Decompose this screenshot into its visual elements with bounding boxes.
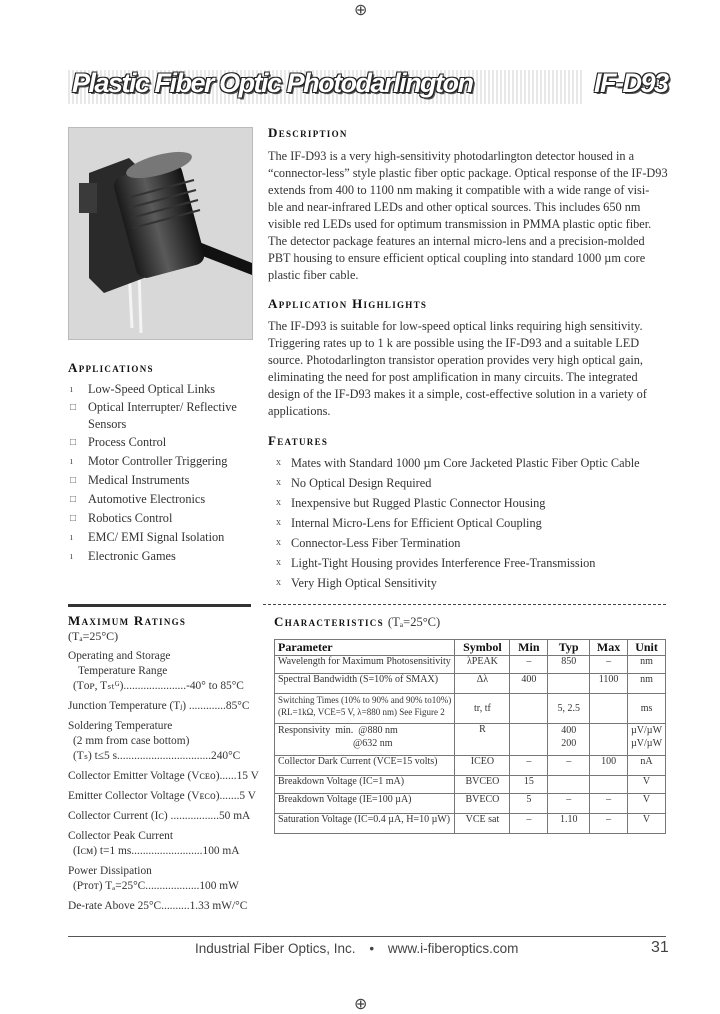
bullet-icon: □ bbox=[70, 475, 77, 486]
table-cell: Spectral Bandwidth (S=10% of SMAX) bbox=[275, 674, 455, 694]
table-cell: Saturation Voltage (IC=0.4 µA, H=10 µW) bbox=[275, 814, 455, 834]
rating-line: (2 mm from case bottom) bbox=[73, 735, 190, 747]
table-cell: – bbox=[510, 814, 548, 834]
table-row bbox=[275, 656, 666, 674]
description-line: visible red LEDs used for optimum transmission in PMMA plastic optic fiber. bbox=[268, 217, 652, 231]
table-cell: nA bbox=[628, 756, 666, 776]
product-code: IF-D93 bbox=[594, 68, 668, 98]
characteristics-table bbox=[274, 639, 666, 834]
features-list bbox=[268, 453, 678, 593]
bullet-icon: □ bbox=[70, 402, 77, 413]
list-item: ı Electronic Games bbox=[68, 547, 258, 566]
table-cell: 850 bbox=[548, 656, 590, 674]
list-item: x Very High Optical Sensitivity bbox=[268, 573, 678, 593]
table-cell: – bbox=[548, 756, 590, 776]
table-cell: λPEAK bbox=[455, 656, 510, 674]
table-cell bbox=[590, 724, 628, 756]
table-cell bbox=[590, 776, 628, 794]
table-cell: BVECO bbox=[455, 794, 510, 814]
column-header: Min bbox=[510, 640, 548, 656]
footer-url[interactable]: www.i-fiberoptics.com bbox=[387, 941, 519, 956]
description-text bbox=[268, 148, 668, 284]
rating-line: Collector Peak Current bbox=[68, 830, 174, 842]
bullet-icon: ı bbox=[70, 532, 73, 543]
rating-line: (Iᴄᴍ) t=1 ms.........................100 mA bbox=[73, 845, 240, 857]
rating-line: (Tₛ) t≤5 s.................................240°C bbox=[73, 750, 241, 762]
bullet-icon: □ bbox=[70, 513, 77, 524]
table-row bbox=[275, 674, 666, 694]
list-item: ı EMC/ EMI Signal Isolation bbox=[68, 528, 258, 547]
rating-line: Collector Emitter Voltage (Vᴄᴇᴏ)......15 V bbox=[68, 770, 259, 782]
table-cell: Δλ bbox=[455, 674, 510, 694]
list-item: □ Automotive Electronics bbox=[68, 490, 258, 509]
rating-line: Collector Current (Iᴄ) .................50 mA bbox=[68, 810, 251, 822]
rating-line: Soldering Temperature bbox=[68, 720, 173, 732]
description-line: PBT housing to ensure efficient optical coupling into standard 1000 µm core bbox=[268, 251, 646, 265]
list-item: ı Low-Speed Optical Links bbox=[68, 380, 258, 399]
list-item: ı Motor Controller Triggering bbox=[68, 452, 258, 471]
table-cell: R bbox=[455, 724, 510, 756]
registration-mark-top: ⊕ bbox=[354, 2, 368, 19]
rating-line: De-rate Above 25°C..........1.33 mW/°C bbox=[68, 900, 248, 912]
rating-line: (Tᴏᴘ, Tₛₜᴳ)......................-40° to 85°C bbox=[73, 680, 244, 692]
table-cell: nm bbox=[628, 674, 666, 694]
list-item: □ Optical Interrupter/ Reflective Sensors bbox=[70, 400, 237, 431]
table-cell bbox=[510, 694, 548, 724]
table-cell bbox=[548, 776, 590, 794]
list-item: □ Process Control bbox=[68, 433, 258, 452]
x-mark-icon: x bbox=[276, 457, 281, 468]
column-header: Symbol bbox=[455, 640, 510, 656]
list-item: x Mates with Standard 1000 µm Core Jacketed Plastic Fiber Optic Cable bbox=[268, 453, 678, 473]
table-row bbox=[275, 794, 666, 814]
x-mark-icon: x bbox=[276, 577, 281, 588]
description-line: extends from 400 to 1100 nm making it compatible with a wide range of visi- bbox=[268, 183, 650, 197]
table-cell: V bbox=[628, 794, 666, 814]
table-cell: 400 200 bbox=[548, 724, 590, 756]
rating-line: Emitter Collector Voltage (Vᴇᴄᴏ).......5 V bbox=[68, 790, 256, 802]
ratings-list bbox=[68, 649, 260, 914]
rating-line: (Pᴛᴏᴛ) Tₐ=25°C...................100 mW bbox=[73, 880, 239, 892]
x-mark-icon: x bbox=[276, 477, 281, 488]
rating-line: Power Dissipation bbox=[68, 865, 152, 877]
bullet-icon: □ bbox=[70, 437, 77, 448]
table-cell: – bbox=[590, 656, 628, 674]
description-line: ble and near-infrared LEDs and other optical sources. This includes 650 nm bbox=[268, 200, 641, 214]
application-highlights-text bbox=[268, 318, 668, 420]
table-cell: µV/µW µV/µW bbox=[628, 724, 666, 756]
maximum-ratings-section bbox=[68, 613, 260, 914]
x-mark-icon: x bbox=[276, 557, 281, 568]
footer bbox=[195, 941, 518, 956]
table-cell bbox=[590, 694, 628, 724]
photodarlington-image bbox=[69, 128, 252, 339]
list-item: x Connector-Less Fiber Termination bbox=[268, 533, 678, 553]
table-cell: 100 bbox=[590, 756, 628, 776]
table-cell: ms bbox=[628, 694, 666, 724]
product-photo bbox=[68, 127, 253, 340]
description-section bbox=[268, 125, 668, 284]
rating-line: Operating and Storage bbox=[68, 650, 171, 662]
description-heading: Description bbox=[268, 125, 348, 140]
bullet-icon: ı bbox=[70, 551, 73, 562]
column-header: Typ bbox=[548, 640, 590, 656]
table-row bbox=[275, 776, 666, 794]
bullet-icon: ı bbox=[70, 456, 73, 467]
footer-company: Industrial Fiber Optics, Inc. bbox=[195, 941, 356, 956]
page-number: 31 bbox=[651, 939, 669, 956]
list-item: □ Robotics Control bbox=[68, 509, 258, 528]
column-header: Unit bbox=[628, 640, 666, 656]
registration-mark-bottom: ⊕ bbox=[354, 996, 368, 1013]
maximum-ratings-condition: (Tₐ=25°C) bbox=[68, 629, 119, 643]
highlight-line: applications. bbox=[268, 404, 331, 418]
description-line: The detector package features an internal micro-lens and a precision-molded bbox=[268, 234, 645, 248]
table-cell: Switching Times (10% to 90% and 90% to10%) (RL=1kΩ, VCE=5 V, λ=880 nm) See Figure 2 bbox=[275, 694, 455, 724]
description-line: The IF-D93 is a very high-sensitivity photodarlington detector housed in a bbox=[268, 149, 635, 163]
table-cell: 400 bbox=[510, 674, 548, 694]
rating-line: Temperature Range bbox=[78, 665, 168, 677]
application-highlights-heading: Application Highlights bbox=[268, 296, 428, 311]
characteristics-condition: (Tₐ=25°C) bbox=[387, 615, 441, 629]
list-item: x No Optical Design Required bbox=[268, 473, 678, 493]
characteristics-heading: Characteristics bbox=[274, 614, 384, 629]
table-row bbox=[275, 694, 666, 724]
table-cell: – bbox=[548, 794, 590, 814]
bullet-icon: □ bbox=[70, 494, 77, 505]
features-section bbox=[268, 433, 678, 593]
characteristics-section bbox=[274, 613, 666, 834]
description-line: “connector-less” style plastic fiber optic package. Optical response of the IF-D93 bbox=[268, 166, 668, 180]
table-cell: 1100 bbox=[590, 674, 628, 694]
highlight-line: eliminating the need for post amplification in many circuits. The integrated bbox=[268, 370, 638, 384]
list-item: □ Medical Instruments bbox=[68, 471, 258, 490]
page-title: Plastic Fiber Optic Photodarlington bbox=[72, 68, 473, 98]
table-cell: ICEO bbox=[455, 756, 510, 776]
table-cell: 15 bbox=[510, 776, 548, 794]
table-row bbox=[275, 756, 666, 776]
table-row bbox=[275, 814, 666, 834]
column-header: Parameter bbox=[275, 640, 455, 656]
list-item: x Inexpensive but Rugged Plastic Connector Housing bbox=[268, 493, 678, 513]
table-cell: Breakdown Voltage (IE=100 µA) bbox=[275, 794, 455, 814]
highlight-line: design of the IF-D93 makes it a simple, cost-effective solution in a variety of bbox=[268, 387, 647, 401]
table-cell: 5, 2.5 bbox=[548, 694, 590, 724]
applications-heading: Applications bbox=[68, 360, 154, 375]
table-cell: – bbox=[510, 756, 548, 776]
table-cell: 1.10 bbox=[548, 814, 590, 834]
x-mark-icon: x bbox=[276, 537, 281, 548]
table-cell: V bbox=[628, 814, 666, 834]
table-cell: nm bbox=[628, 656, 666, 674]
table-cell: BVCEO bbox=[455, 776, 510, 794]
table-row bbox=[275, 724, 666, 756]
x-mark-icon: x bbox=[276, 517, 281, 528]
table-header-row bbox=[275, 640, 666, 656]
application-highlights-section bbox=[268, 296, 668, 420]
table-cell bbox=[548, 674, 590, 694]
highlight-line: The IF-D93 is suitable for low-speed optical links requiring high sensitivity. bbox=[268, 319, 643, 333]
table-cell: – bbox=[590, 794, 628, 814]
features-heading: Features bbox=[268, 433, 329, 448]
list-item: x Internal Micro-Lens for Efficient Optical Coupling bbox=[268, 513, 678, 533]
table-cell: Wavelength for Maximum Photosensitivity bbox=[275, 656, 455, 674]
x-mark-icon: x bbox=[276, 497, 281, 508]
rating-line: Junction Temperature (Tⱼ) .............85°C bbox=[68, 700, 250, 712]
ratings-rule bbox=[68, 604, 251, 607]
maximum-ratings-heading: Maximum Ratings bbox=[68, 613, 187, 628]
footer-rule bbox=[68, 936, 666, 937]
highlight-line: source. Photodarlington transistor operation provides very high optical gain, bbox=[268, 353, 643, 367]
list-item: x Light-Tight Housing provides Interference Free-Transmission bbox=[268, 553, 678, 573]
table-cell: – bbox=[510, 656, 548, 674]
table-cell: Breakdown Voltage (IC=1 mA) bbox=[275, 776, 455, 794]
description-line: plastic fiber cable. bbox=[268, 268, 359, 282]
applications-section bbox=[68, 360, 258, 566]
table-cell: tr, tf bbox=[455, 694, 510, 724]
table-cell: – bbox=[590, 814, 628, 834]
table-cell: 5 bbox=[510, 794, 548, 814]
table-cell: V bbox=[628, 776, 666, 794]
table-cell: VCE sat bbox=[455, 814, 510, 834]
bullet-icon: ı bbox=[70, 384, 73, 395]
applications-list bbox=[68, 380, 258, 566]
table-cell: Responsivity min. @880 nm @632 nm bbox=[275, 724, 455, 756]
footer-bullet: • bbox=[369, 941, 375, 956]
column-header: Max bbox=[590, 640, 628, 656]
table-cell: Collector Dark Current (VCE=15 volts) bbox=[275, 756, 455, 776]
characteristics-rule bbox=[263, 604, 666, 605]
highlight-line: Triggering rates up to 1 k are possible using the IF-D93 and a suitable LED bbox=[268, 336, 640, 350]
table-cell bbox=[510, 724, 548, 756]
